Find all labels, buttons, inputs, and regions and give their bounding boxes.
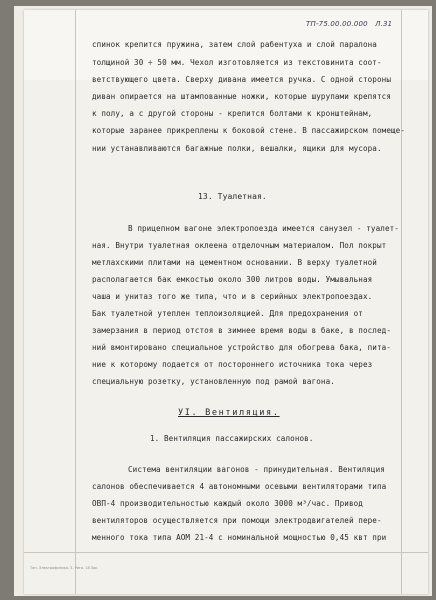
print-imprint: Тип. Электрофизика. З. Рига. 18 Зак. (30, 566, 99, 570)
text-line: к полу, а с другой стороны - крепится болтами к кронштейнам, (92, 109, 373, 118)
text-line: нии устанавливаются багажные полки, вешалки, ящики для мусора. (92, 144, 382, 153)
right-margin-rule (401, 10, 402, 594)
text-line: ние к которому подается от постороннего источника тока через (92, 360, 373, 369)
text-line: чаша и унитаз того же типа, что и в серийных электропоездах. (92, 292, 373, 301)
text-line: менного тока типа АОМ 21-4 с номинальной мощностью 0,45 квт при (92, 533, 387, 542)
text-line: располагается бак емкостью около 300 литров воды. Умывальная (92, 275, 373, 284)
subsection-1-title: 1. Вентиляция пассажирских салонов. (150, 434, 314, 443)
text-line: ний вмонтировано специальное устройство для обогрева бака, пита- (92, 343, 391, 352)
text-line: Система вентиляции вагонов - принудительная. Вентиляция (128, 465, 385, 474)
text-line: ветствующего цвета. Сверху дивана имеется ручка. С одной стороны (92, 75, 391, 84)
left-margin-rule (75, 10, 76, 594)
text-line: толщиной 30 ÷ 50 мм. Чехол изготовляется из текстовинита соот- (92, 58, 382, 67)
document-number: ТП-75.00.00.000 (306, 20, 368, 28)
text-line: замерзания в период отстоя в зимнее время воды в баке, в послед- (92, 326, 391, 335)
text-line: ОВП-4 производительностью каждый около 3000 м³/час. Привод (92, 499, 363, 508)
bottom-rule (24, 552, 428, 553)
text-line: В прицепном вагоне электропоезда имеется санузел - туалет- (128, 224, 399, 233)
sheet-number: Л.31 (375, 20, 393, 28)
text-line: Бак туалетной утеплен теплоизоляцией. Для предохранения от (92, 309, 363, 318)
section-13-title: 13. Туалетная. (198, 192, 267, 201)
text-line: вентиляторов осуществляется при помощи электродвигателей пере- (92, 516, 382, 525)
section-6-title: УI. Вентиляция. (178, 408, 280, 418)
text-line: салонов обеспечивается 4 автономными осевыми вентиляторами типа (92, 482, 387, 491)
text-line: которые заранее прикреплены к боковой стене. В пассажирском помеще- (92, 126, 406, 135)
text-line: ная. Внутри туалетная оклеена отделочным материалом. Пол покрыт (92, 241, 387, 250)
text-line: специальную розетку, установленную под рамой вагона. (92, 377, 335, 386)
document-code (306, 20, 392, 28)
text-line: диван опирается на штампованные ножки, которые шурупами крепятся (92, 92, 391, 101)
text-line: спинок крепится пружина, затем слой рабентуха и слой паралона (92, 40, 377, 49)
text-line: метлахскими плитами на цементном основании. В верху туалетной (92, 258, 377, 267)
